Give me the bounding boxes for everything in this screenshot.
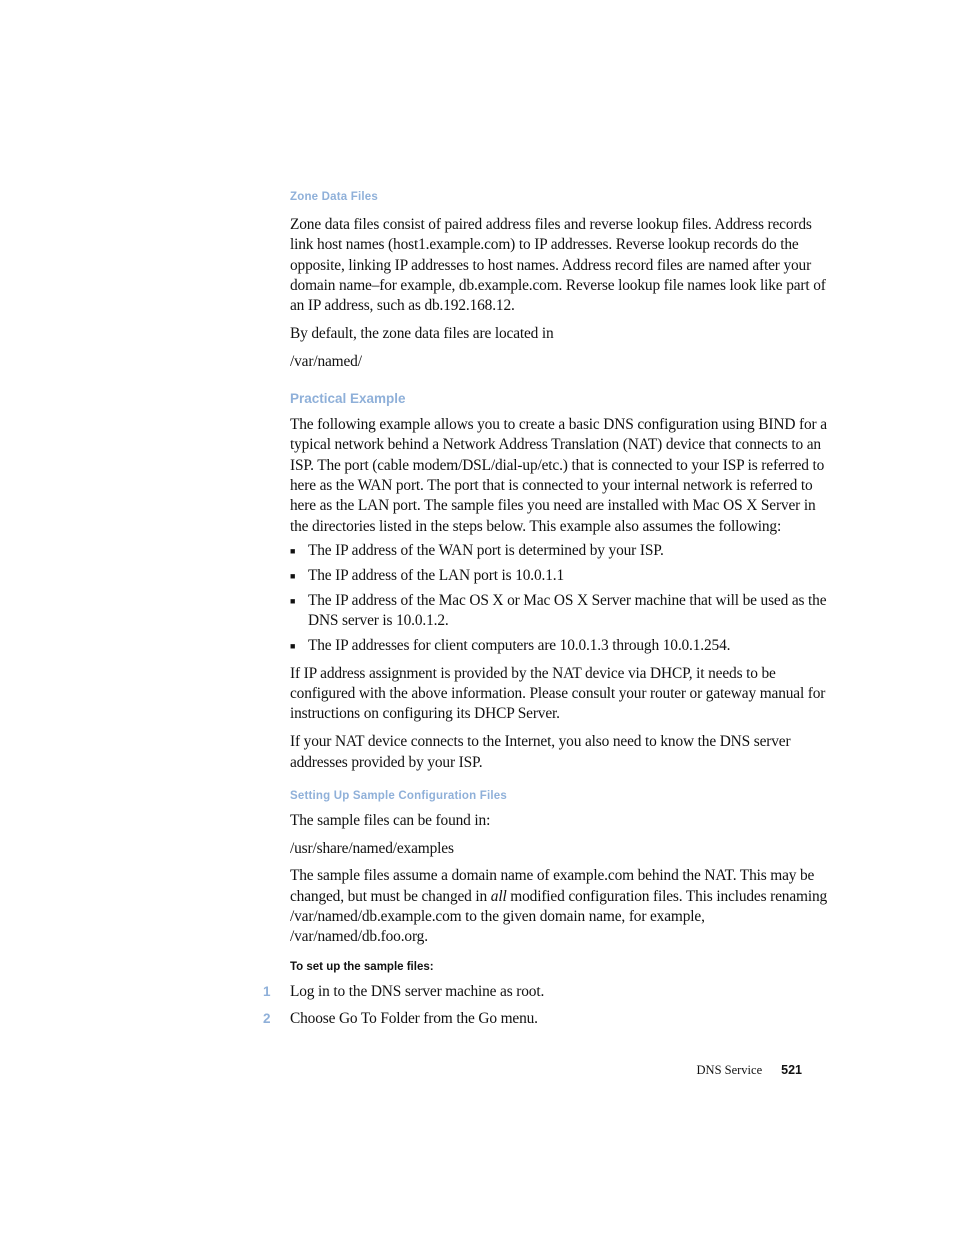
- step-text: Log in to the DNS server machine as root.: [290, 982, 545, 1000]
- list-item: [290, 591, 835, 632]
- square-bullet-icon: ■: [290, 546, 296, 557]
- zone-data-files-paragraph: Zone data files consist of paired address files and reverse lookup files. Address records link host names (host1.example.com) to IP addresses. Reverse lookup records do the opposite, linking IP addresses to host names. Address record files are named after your domain name–for example, db.example.com. Reverse lookup file names look like part of an IP address, such as db.192.168.12.: [290, 216, 826, 315]
- setting-up-sample-files-heading: Setting Up Sample Configuration Files: [290, 789, 507, 802]
- default-location-path: /var/named/: [290, 352, 362, 370]
- footer-chapter-title: DNS Service: [696, 1063, 763, 1077]
- list-item-text: The IP address of the LAN port is 10.0.1.1: [308, 567, 565, 585]
- sample-files-path: /usr/share/named/examples: [290, 839, 454, 857]
- practical-example-heading: Practical Example: [290, 391, 406, 407]
- assume-text-emphasis: all: [490, 887, 507, 905]
- step-number: 2: [263, 1011, 271, 1027]
- sample-files-location-paragraph: The sample files can be found in:: [290, 811, 491, 829]
- list-item: [290, 636, 835, 656]
- step-text: Choose Go To Folder from the Go menu.: [290, 1010, 538, 1028]
- sample-files-assume-paragraph: [290, 866, 835, 947]
- list-item: [290, 541, 835, 561]
- square-bullet-icon: ■: [290, 571, 296, 582]
- step-number: 1: [263, 983, 271, 999]
- task-heading: To set up the sample files:: [290, 960, 434, 973]
- nat-paragraph: If your NAT device connects to the Internet, you also need to know the DNS server addresses provided by your ISP.: [290, 733, 791, 771]
- assumptions-list: [290, 541, 835, 656]
- page-footer: [697, 1063, 802, 1078]
- step-item: [263, 1009, 835, 1029]
- footer-page-number: 521: [781, 1063, 802, 1077]
- page-content: [263, 191, 835, 1030]
- list-item: [290, 566, 835, 586]
- dhcp-paragraph: If IP address assignment is provided by the NAT device via DHCP, it needs to be configured with the above information. Please consult your router or gateway manual for instructions on configuring its DHCP Server.: [290, 664, 826, 723]
- assume-text-end: modified configuration files. This includes renaming /var/named/db.example.com to the given domain name, for example, /var/named/db.foo.org.: [290, 887, 828, 946]
- practical-example-paragraph: The following example allows you to create a basic DNS configuration using BIND for a typical network behind a Network Address Translation (NAT) device that connects to an ISP. The port (cable modem/DSL/dial-up/etc.) that is connected to your ISP is referred to here as the WAN port. The port that is connected to your internal network is referred to here as the LAN port. The sample files you need are installed with Mac OS X Server in the directories listed in the steps below. This example also assumes the following:: [290, 416, 827, 535]
- step-item: [263, 982, 835, 1002]
- list-item-text: The IP address of the WAN port is determined by your ISP.: [308, 542, 664, 560]
- default-location-paragraph: By default, the zone data files are located in: [290, 324, 554, 342]
- list-item-text: The IP address of the Mac OS X or Mac OS X Server machine that will be used as the DNS server is 10.0.1.2.: [308, 591, 827, 630]
- square-bullet-icon: ■: [290, 595, 296, 606]
- square-bullet-icon: ■: [290, 641, 296, 652]
- assume-text-start: The sample files assume a domain name of example.com behind the NAT. This may be changed, but must be changed in: [290, 867, 815, 905]
- zone-data-files-heading: Zone Data Files: [290, 191, 378, 203]
- list-item-text: The IP addresses for client computers are 10.0.1.3 through 10.0.1.254.: [308, 637, 731, 655]
